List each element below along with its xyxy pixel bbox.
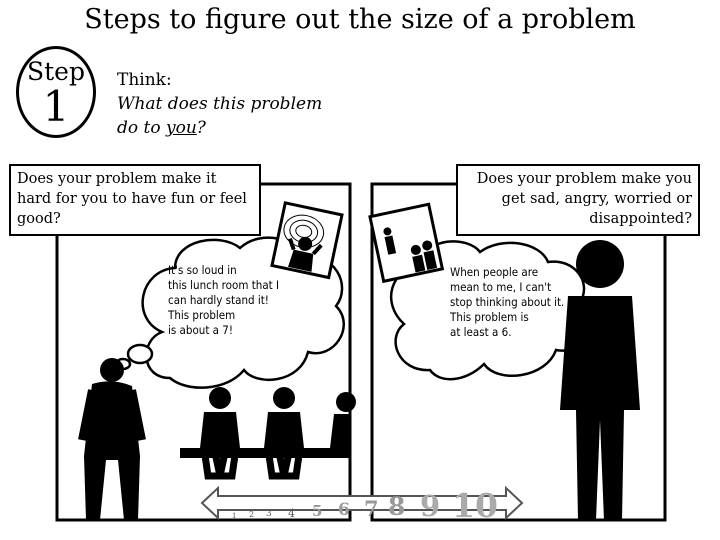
slumped-person-icon bbox=[82, 358, 142, 520]
seated-person-icon bbox=[200, 387, 240, 476]
bubble-line: this lunch room that I bbox=[168, 278, 280, 292]
right-question-box: Does your problem make you get sad, angry, worried or disappointed? bbox=[456, 164, 700, 236]
group-exclusion-icon bbox=[370, 204, 442, 281]
size-scale bbox=[226, 486, 506, 526]
bubble-line: stop thinking about it. bbox=[450, 295, 565, 309]
scale-number-1: 1 bbox=[232, 512, 237, 520]
scale-number-5: 5 bbox=[312, 502, 323, 520]
step-number: 1 bbox=[42, 82, 70, 131]
scale-number-3: 3 bbox=[266, 509, 272, 519]
think-question-line2 bbox=[117, 116, 322, 140]
left-question-box: Does your problem make it hard for you to have fun or feel good? bbox=[9, 164, 261, 236]
bubble-line: at least a 6. bbox=[450, 325, 512, 339]
scale-number-6: 6 bbox=[338, 500, 350, 520]
scale-number-8: 8 bbox=[388, 492, 406, 521]
think-question-line1: What does this problem bbox=[117, 94, 323, 114]
bubble-line: When people are bbox=[450, 265, 539, 279]
left-bubble-text bbox=[168, 263, 336, 338]
scale-number-4: 4 bbox=[288, 507, 295, 520]
scale-number-10: 10 bbox=[452, 486, 498, 525]
bubble-line: This problem is bbox=[450, 310, 529, 324]
page-title: Steps to figure out the size of a problem bbox=[84, 4, 636, 35]
bubble-line: can hardly stand it! bbox=[168, 293, 269, 307]
right-bubble-text bbox=[450, 265, 570, 340]
think-label: Think: bbox=[117, 70, 172, 90]
seated-person-icon bbox=[264, 387, 304, 476]
think-block bbox=[117, 68, 322, 140]
scale-number-7: 7 bbox=[364, 496, 379, 521]
scale-number-2: 2 bbox=[249, 510, 255, 519]
bubble-line: This problem bbox=[168, 308, 236, 322]
think-suffix: ? bbox=[196, 118, 206, 138]
bubble-line: It's so loud in bbox=[168, 263, 237, 277]
think-emphasis: you bbox=[166, 118, 197, 138]
step-badge bbox=[16, 46, 96, 138]
thought-dot-large bbox=[128, 345, 152, 363]
step-label: Step bbox=[27, 57, 85, 86]
think-prefix: do to bbox=[117, 118, 166, 138]
seated-person-icon bbox=[330, 392, 356, 448]
bubble-line: mean to me, I can't bbox=[450, 280, 552, 294]
scale-number-9: 9 bbox=[420, 489, 441, 523]
bubble-line: is about a 7! bbox=[168, 323, 234, 337]
